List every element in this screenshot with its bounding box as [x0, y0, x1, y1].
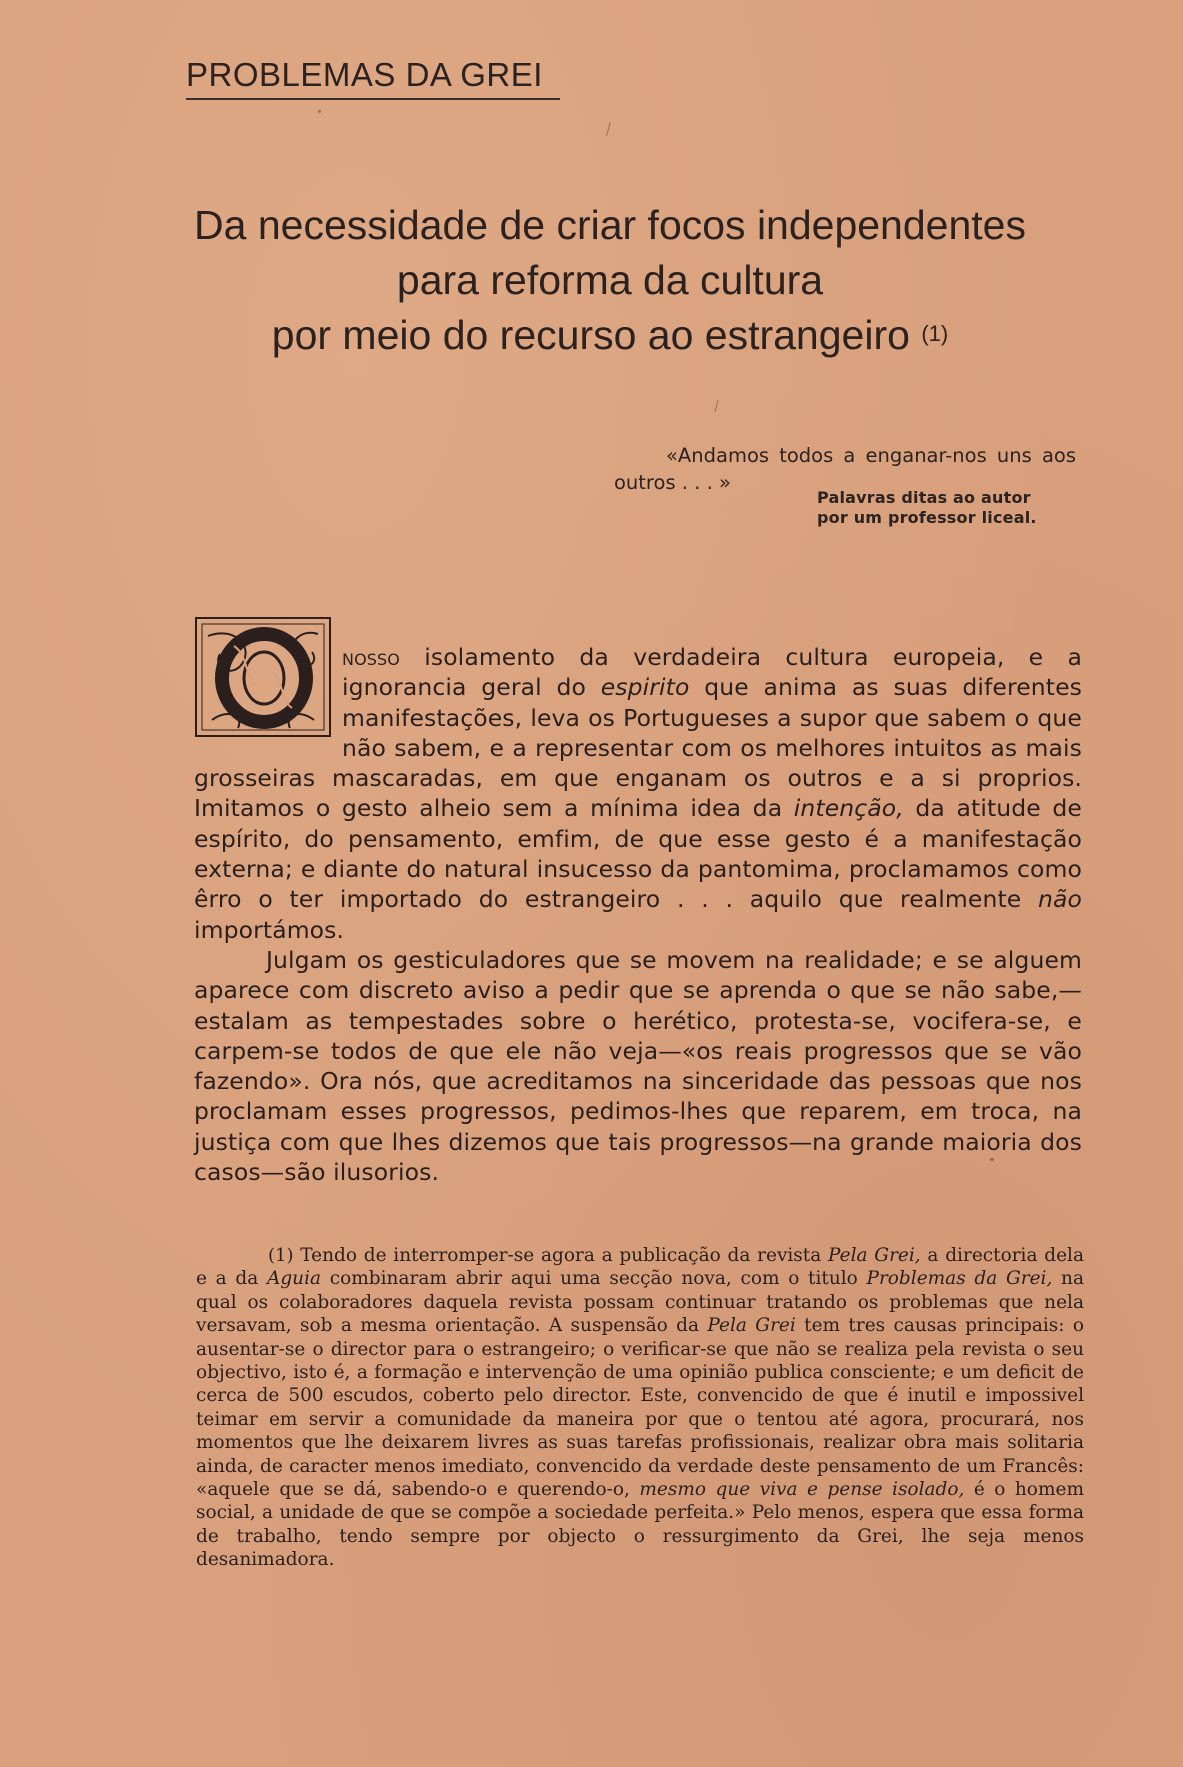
- ornamental-dropcap: [194, 616, 332, 738]
- footnote-em-1: Pela Grei,: [828, 1245, 921, 1266]
- title-footnote-ref: (1): [921, 321, 949, 346]
- footnote-seg-5: tem tres causas principais: o ausentar-se o director para o estrangeiro; o verificar-se que não se realiza pela revista o seu objectivo, isto é, a formação e intervenção de uma opinião publica consciente; e um deficit de cerca de 500 escudos, coberto pelo director. Este, convencido de que é inutil e impossivel teimar em servir a comunidade da maneira por que o tentou até agora, procurará, nos momentos que lhe deixarem livres as suas tarefas profissionais, realizar obra mais solitaria ainda, de caracter menos imediato, convencido da verdade deste pensamento de um Francês: «aquele que se dá, sabendo-o e querendo-o,: [196, 1315, 1084, 1501]
- footnote-paragraph: [196, 1244, 1084, 1572]
- footnote-seg-2: a directoria dela e a da: [196, 1245, 1084, 1290]
- header-rule: [186, 98, 560, 100]
- title-line-1: Da necessidade de criar focos independentes: [194, 202, 1026, 248]
- section-header: PROBLEMAS DA GREI: [186, 56, 543, 93]
- footnote-seg-6: é o homem social, a unidade de que se compõe a sociedade perfeita.» Pelo menos, espera que essa forma de trabalho, tendo sempre por objecto o ressurgimento da Grei, lhe seja menos desanimadora.: [196, 1479, 1084, 1571]
- opening-word: nosso: [342, 643, 400, 671]
- epigraph-quote: «Andamos todos a enganar-nos uns aos outros . . . »: [614, 444, 1076, 494]
- p1-emphasis-2: intenção,: [793, 794, 904, 823]
- footnote-seg-3: combinaram abrir aqui uma secção nova, com o titulo: [321, 1268, 867, 1290]
- title-line-3-text: por meio do recurso ao estrangeiro: [271, 312, 910, 358]
- p1-segment-d: importámos.: [194, 915, 345, 944]
- p1-segment-b: que anima as suas diferentes manifestações, leva os Portugueses a supor que sabem o que não sabem, e a representar com os melhores intuitos as mais grosseiras mascaradas, em que enganam os outros e a si proprios. Imitamos o gesto alheio sem a mínima idea da: [194, 673, 1082, 823]
- p1-segment-a: isolamento da verdadeira cultura europeia, e a ignorancia geral do: [342, 643, 1082, 702]
- paper-speck: [318, 110, 321, 113]
- p1-emphasis-3: não: [1038, 885, 1082, 914]
- title-line-2: para reforma da cultura: [396, 257, 824, 303]
- footnote-mark: (1): [268, 1245, 294, 1266]
- epigraph-source: [817, 488, 1077, 528]
- p1-segment-c: da atitude de espírito, do pensamento, emfim, de que esse gesto é a manifestação externa; e diante do natural insucesso da pantomima, proclamamos como êrro o ter importado do estrangeiro . . . aquilo que realmente: [194, 794, 1082, 914]
- article-title: [150, 198, 1070, 363]
- epigraph-source-line-2: por um professor liceal.: [817, 508, 1037, 527]
- footnote: [196, 1244, 1084, 1572]
- footnote-seg-4: na qual os colaboradores daquela revista possam continuar tratando os problemas que nela versavam, sob a mesma orientação. A suspensão da: [196, 1268, 1084, 1337]
- footnote-seg-1: Tendo de interromper-se agora a publicação da revista: [293, 1245, 829, 1266]
- footnote-em-5: mesmo que viva e pense isolado,: [639, 1479, 965, 1501]
- body-paragraph-2: Julgam os gesticuladores que se movem na realidade; e se alguem aparece com discreto aviso a pedir que se aprenda o que se não sabe,—estalam as tempestades sobre o herético, protesta-se, vocifera-se, e carpem-se todos de que ele não veja—«os reais progressos que se vão fazendo». Ora nós, que acreditamos na sinceridade das pessoas que nos proclamam esses progressos, pedimos-lhes que reparem, em troca, na justiça com que lhes dizemos que tais progressos—na grande maioria dos casos—são ilusorios.: [194, 945, 1082, 1187]
- article-body: [194, 642, 1082, 1187]
- footnote-em-3: Problemas da Grei,: [866, 1268, 1053, 1290]
- p1-emphasis-1: espirito: [600, 673, 690, 702]
- epigraph-source-line-1: Palavras ditas ao autor: [817, 488, 1031, 507]
- title-line-3: [150, 308, 1070, 363]
- paper-speck: [990, 1158, 994, 1161]
- footnote-em-4: Pela Grei: [707, 1315, 796, 1337]
- footnote-em-2: Aguia: [266, 1268, 322, 1290]
